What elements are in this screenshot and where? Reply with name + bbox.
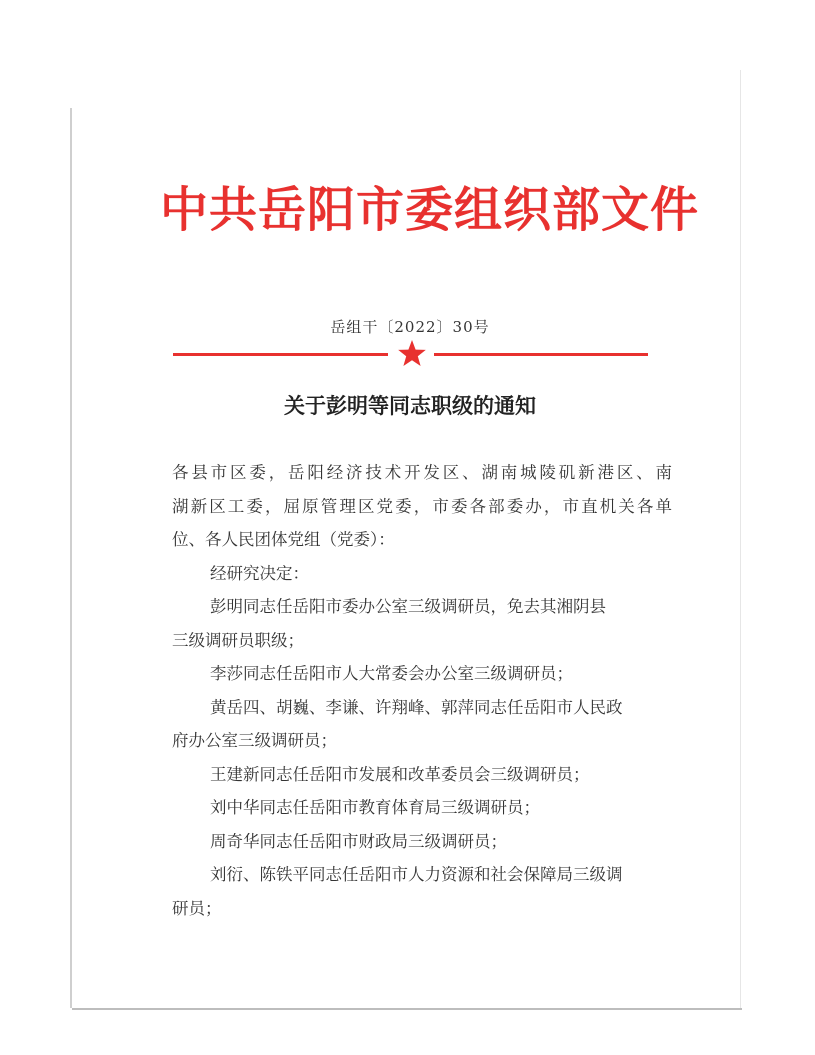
body-line-decision: 经研究决定： [210,563,309,583]
document-number: 岳组干〔2022〕30号 [330,318,490,336]
body-line-appointment: 彭明同志任岳阳市委办公室三级调研员，免去其湘阴县 [210,597,606,616]
document-masthead: 中共岳阳市委组织部文件 [160,182,700,238]
body-line-appointment: 研员； [172,898,222,918]
scan-edge-bottom [72,1008,742,1010]
body-line-appointment: 刘中华同志任岳阳市教育体育局三级调研员； [210,798,540,817]
body-line-recipients-3: 位、各人民团体党组（党委）： [172,530,395,549]
body-line-appointment: 王建新同志任岳阳市发展和改革委员会三级调研员； [210,764,590,784]
body-line-recipients-1: 各县市区委，岳阳经济技术开发区、湖南城陵矶新港区、南 [172,463,672,482]
body-line-appointment: 周奇华同志任岳阳市财政局三级调研员； [210,831,507,851]
body-line-appointment: 刘衍、陈铁平同志任岳阳市人力资源和社会保障局三级调 [210,865,623,884]
document-body [172,456,672,925]
red-star-icon [397,339,427,369]
scan-edge-right [740,70,741,1010]
red-rule-left [173,353,388,356]
body-line-appointment: 三级调研员职级； [172,630,304,650]
body-line-appointment: 李莎同志任岳阳市人大常委会办公室三级调研员； [210,664,573,683]
body-line-recipients-2: 湖新区工委，屈原管理区党委，市委各部委办，市直机关各单 [172,496,672,516]
body-line-appointment: 府办公室三级调研员； [172,731,337,750]
red-rule-right [434,353,648,356]
document-title: 关于彭明等同志职级的通知 [284,393,536,418]
body-line-appointment: 黄岳四、胡巍、李谦、许翔峰、郭萍同志任岳阳市人民政 [210,697,623,717]
scan-edge-left [70,108,72,1008]
